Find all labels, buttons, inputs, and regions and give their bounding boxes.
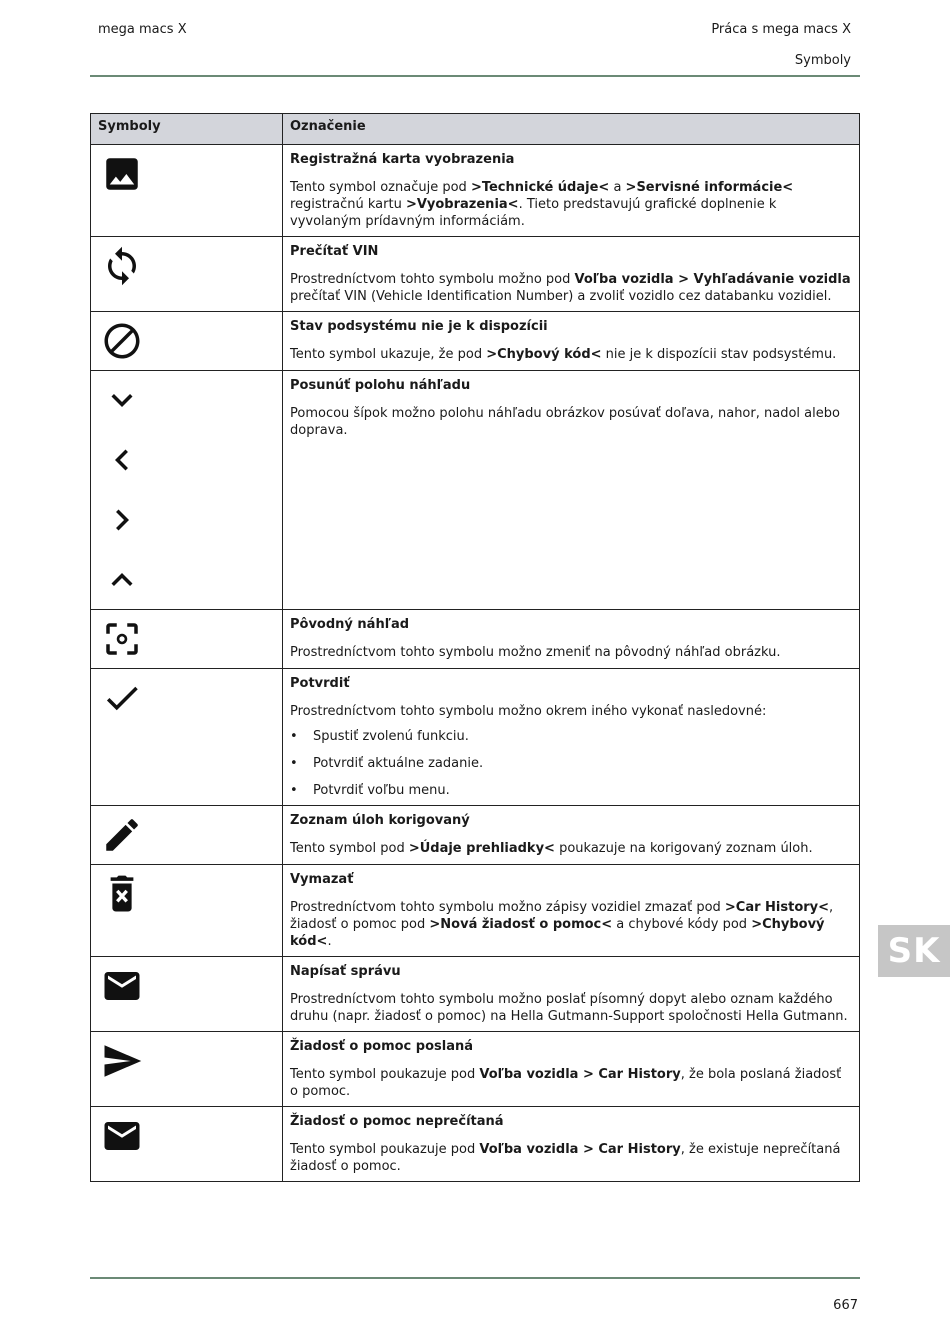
table-row xyxy=(91,312,860,371)
not-available-icon xyxy=(101,320,143,362)
image-icon xyxy=(101,153,143,195)
table-row xyxy=(91,237,860,312)
meaning-cell xyxy=(283,145,860,237)
column-header-meaning: Označenie xyxy=(283,114,860,145)
symbol-cell xyxy=(91,1032,283,1107)
symbol-cell xyxy=(91,237,283,312)
list-item: • Potvrdiť voľbu menu. xyxy=(290,782,851,799)
symbol-cell xyxy=(91,1107,283,1182)
row-description: Tento symbol označuje pod >Technické údaje< a >Servisné informácie< registračnú kartu >Vyobrazenia<. Tieto predstavujú grafické doplnenie k vyvolaným prídavným informáciám. xyxy=(290,180,794,229)
symbol-cell xyxy=(91,371,283,610)
table-row xyxy=(91,145,860,237)
checkmark-icon xyxy=(101,677,143,719)
row-title: Stav podsystému nie je k dispozícii xyxy=(290,319,548,334)
row-description: Prostredníctvom tohto symbolu možno zmeniť na pôvodný náhľad obrázku. xyxy=(290,645,781,660)
send-icon xyxy=(101,1040,143,1082)
table-row xyxy=(91,610,860,669)
table-row xyxy=(91,865,860,957)
pencil-icon xyxy=(101,814,143,856)
row-title: Žiadosť o pomoc poslaná xyxy=(290,1039,474,1054)
row-description: Prostredníctvom tohto symbolu možno zápisy vozidiel zmazať pod >Car History<, žiadosť o pomoc pod >Nová žiadosť o pomoc< a chybové kódy pod >Chybový kód<. xyxy=(290,900,834,949)
list-item: • Potvrdiť aktuálne zadanie. xyxy=(290,755,851,772)
meaning-cell xyxy=(283,865,860,957)
symbol-cell xyxy=(91,610,283,669)
row-title: Pôvodný náhľad xyxy=(290,617,410,632)
row-description: Tento symbol ukazuje, že pod >Chybový kód< nie je k dispozícii stav podsystému. xyxy=(290,347,837,362)
mail-icon xyxy=(101,1115,143,1157)
footer-rule xyxy=(90,1277,860,1279)
table-row xyxy=(91,371,860,610)
row-title: Registražná karta vyobrazenia xyxy=(290,152,515,167)
row-title: Zoznam úloh korigovaný xyxy=(290,813,470,828)
header-rule xyxy=(90,75,860,77)
row-description: Tento symbol poukazuje pod Voľba vozidla > Car History, že bola poslaná žiadosť o pomoc. xyxy=(290,1067,842,1099)
symbol-cell xyxy=(91,865,283,957)
row-description: Pomocou šípok možno polohu náhľadu obrázkov posúvať doľava, nahor, nadol alebo doprava. xyxy=(290,406,840,438)
row-description: Tento symbol poukazuje pod Voľba vozidla > Car History, že existuje neprečítaná žiadosť o pomoc. xyxy=(290,1142,841,1174)
list-item: • Spustiť zvolenú funkciu. xyxy=(290,728,851,745)
symbol-cell xyxy=(91,806,283,865)
meaning-cell xyxy=(283,669,860,806)
symbol-cell xyxy=(91,669,283,806)
table-row xyxy=(91,957,860,1032)
refresh-icon xyxy=(101,245,143,287)
symbols-table xyxy=(90,113,860,1182)
row-title: Žiadosť o pomoc neprečítaná xyxy=(290,1114,504,1129)
page-number: 667 xyxy=(833,1298,858,1313)
meaning-cell xyxy=(283,806,860,865)
row-description: Tento symbol pod >Údaje prehliadky< poukazuje na korigovaný zoznam úloh. xyxy=(290,841,813,856)
center-focus-icon xyxy=(101,618,143,660)
chevron-down-icon xyxy=(101,379,143,421)
symbol-cell xyxy=(91,312,283,371)
arrow-icon-group xyxy=(101,379,272,601)
bullet-list xyxy=(290,728,851,799)
header-section: Symboly xyxy=(794,53,851,68)
table-row xyxy=(91,669,860,806)
chevron-right-icon xyxy=(101,499,143,541)
table-header-row xyxy=(91,114,860,145)
meaning-cell xyxy=(283,237,860,312)
header-chapter: Práca s mega macs X xyxy=(711,22,851,37)
symbol-cell xyxy=(91,145,283,237)
meaning-cell xyxy=(283,312,860,371)
language-tab: SK xyxy=(878,925,950,977)
table-row xyxy=(91,1107,860,1182)
row-description: Prostredníctvom tohto symbolu možno okrem iného vykonať nasledovné: xyxy=(290,704,767,719)
chevron-up-icon xyxy=(101,559,143,601)
table-row xyxy=(91,806,860,865)
row-title: Posunúť polohu náhľadu xyxy=(290,378,471,393)
column-header-symbols: Symboly xyxy=(91,114,283,145)
row-title: Prečítať VIN xyxy=(290,244,379,259)
mail-icon xyxy=(101,965,143,1007)
row-title: Potvrdiť xyxy=(290,676,350,691)
chevron-left-icon xyxy=(101,439,143,481)
symbol-cell xyxy=(91,957,283,1032)
table-row xyxy=(91,1032,860,1107)
meaning-cell xyxy=(283,1032,860,1107)
meaning-cell xyxy=(283,371,860,610)
meaning-cell xyxy=(283,610,860,669)
row-title: Vymazať xyxy=(290,872,354,887)
meaning-cell xyxy=(283,957,860,1032)
row-description: Prostredníctvom tohto symbolu možno pod Voľba vozidla > Vyhľadávanie vozidla prečítať VIN (Vehicle Identification Number) a zvoliť vozidlo cez databanku vozidiel. xyxy=(290,272,851,304)
row-description: Prostredníctvom tohto symbolu možno poslať písomný dopyt alebo oznam každého druhu (napr. žiadosť o pomoc) na Hella Gutmann-Support spoločnosti Hella Gutmann. xyxy=(290,992,848,1024)
delete-icon xyxy=(101,873,143,915)
meaning-cell xyxy=(283,1107,860,1182)
header-product: mega macs X xyxy=(98,22,187,37)
row-title: Napísať správu xyxy=(290,964,401,979)
